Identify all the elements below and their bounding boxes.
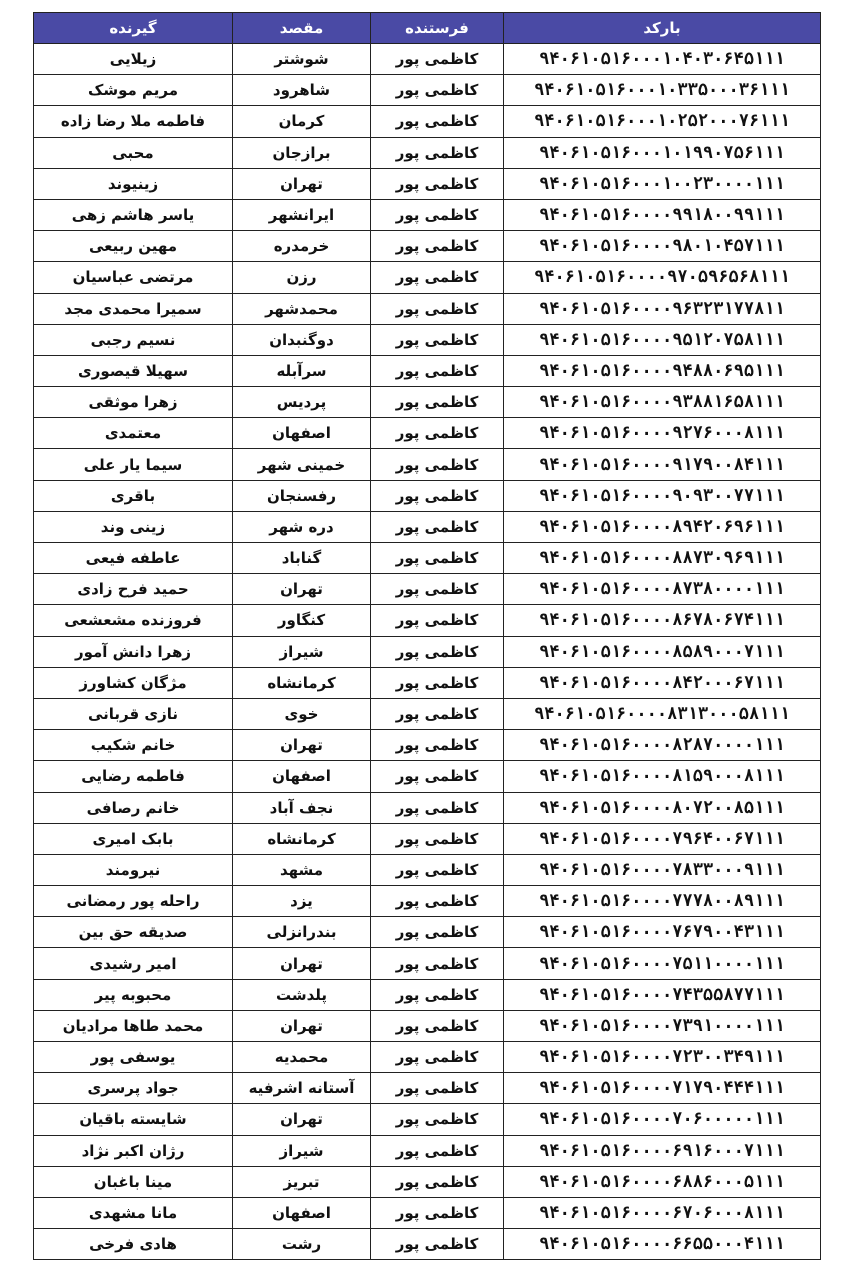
barcode-cell: ۹۴۰۶۱۰۵۱۶۰۰۰۰۸۷۳۸۰۰۰۰۱۱۱ [504, 574, 821, 605]
destination-cell: برازجان [233, 137, 371, 168]
barcode-cell: ۹۴۰۶۱۰۵۱۶۰۰۰۰۷۴۳۵۵۸۷۷۱۱۱ [504, 979, 821, 1010]
destination-cell: شوشتر [233, 44, 371, 75]
sender-cell: کاظمی پور [371, 917, 504, 948]
table-row [34, 355, 821, 386]
table-row [34, 979, 821, 1010]
sender-cell: کاظمی پور [371, 168, 504, 199]
barcode-cell: ۹۴۰۶۱۰۵۱۶۰۰۰۰۷۶۷۹۰۰۴۳۱۱۱ [504, 917, 821, 948]
table-body [34, 44, 821, 1260]
recipient-cell: راحله پور رمضانی [34, 886, 233, 917]
destination-cell: تهران [233, 1010, 371, 1041]
destination-cell: کنگاور [233, 605, 371, 636]
table-row [34, 854, 821, 885]
destination-cell: تهران [233, 730, 371, 761]
recipient-cell: محبوبه پیر [34, 979, 233, 1010]
table-row [34, 1010, 821, 1041]
sender-cell: کاظمی پور [371, 418, 504, 449]
recipient-cell: مرتضی عباسیان [34, 262, 233, 293]
destination-cell: تهران [233, 1104, 371, 1135]
barcode-cell: ۹۴۰۶۱۰۵۱۶۰۰۰۱۰۲۵۲۰۰۰۷۶۱۱۱ [504, 106, 821, 137]
destination-cell: آستانه اشرفیه [233, 1073, 371, 1104]
recipient-cell: رژان اکبر نژاد [34, 1135, 233, 1166]
barcode-cell: ۹۴۰۶۱۰۵۱۶۰۰۰۰۸۱۵۹۰۰۰۸۱۱۱ [504, 761, 821, 792]
destination-cell: شیراز [233, 1135, 371, 1166]
recipient-cell: معتمدی [34, 418, 233, 449]
recipient-cell: یاسر هاشم زهی [34, 199, 233, 230]
sender-cell: کاظمی پور [371, 137, 504, 168]
table-header [34, 13, 821, 44]
recipient-cell: نازی قربانی [34, 698, 233, 729]
recipient-cell: عاطفه فیعی [34, 543, 233, 574]
table-row [34, 168, 821, 199]
destination-cell: خوی [233, 698, 371, 729]
sender-cell: کاظمی پور [371, 761, 504, 792]
table-row [34, 511, 821, 542]
recipient-cell: فاطمه رضایی [34, 761, 233, 792]
destination-cell: نجف آباد [233, 792, 371, 823]
barcode-cell: ۹۴۰۶۱۰۵۱۶۰۰۰۰۹۰۹۳۰۰۷۷۱۱۱ [504, 480, 821, 511]
table-row [34, 324, 821, 355]
table-row [34, 387, 821, 418]
barcode-cell: ۹۴۰۶۱۰۵۱۶۰۰۰۰۷۸۳۳۰۰۰۹۱۱۱ [504, 854, 821, 885]
destination-cell: کرمانشاه [233, 667, 371, 698]
recipient-cell: هادی فرخی [34, 1229, 233, 1260]
table-row [34, 543, 821, 574]
recipient-cell: خانم شکیب [34, 730, 233, 761]
destination-cell: کرمان [233, 106, 371, 137]
recipient-cell: خانم رصافی [34, 792, 233, 823]
barcode-cell: ۹۴۰۶۱۰۵۱۶۰۰۰۰۹۶۳۲۳۱۷۷۸۱۱ [504, 293, 821, 324]
header-recipient: گیرنده [34, 13, 233, 44]
table-row [34, 948, 821, 979]
destination-cell: رفسنجان [233, 480, 371, 511]
barcode-cell: ۹۴۰۶۱۰۵۱۶۰۰۰۰۷۹۶۴۰۰۶۷۱۱۱ [504, 823, 821, 854]
destination-cell: اصفهان [233, 418, 371, 449]
table-row [34, 730, 821, 761]
sender-cell: کاظمی پور [371, 1042, 504, 1073]
barcode-cell: ۹۴۰۶۱۰۵۱۶۰۰۰۰۸۸۷۳۰۹۶۹۱۱۱ [504, 543, 821, 574]
table-row [34, 605, 821, 636]
recipient-cell: باقری [34, 480, 233, 511]
destination-cell: اصفهان [233, 761, 371, 792]
sender-cell: کاظمی پور [371, 324, 504, 355]
sender-cell: کاظمی پور [371, 1073, 504, 1104]
table-row [34, 667, 821, 698]
barcode-cell: ۹۴۰۶۱۰۵۱۶۰۰۰۰۷۲۳۰۰۳۴۹۱۱۱ [504, 1042, 821, 1073]
table-row [34, 698, 821, 729]
barcode-cell: ۹۴۰۶۱۰۵۱۶۰۰۰۱۰۰۲۳۰۰۰۰۱۱۱ [504, 168, 821, 199]
barcode-cell: ۹۴۰۶۱۰۵۱۶۰۰۰۰۶۹۱۶۰۰۰۷۱۱۱ [504, 1135, 821, 1166]
barcode-cell: ۹۴۰۶۱۰۵۱۶۰۰۰۰۸۲۸۷۰۰۰۰۱۱۱ [504, 730, 821, 761]
sender-cell: کاظمی پور [371, 886, 504, 917]
barcode-cell: ۹۴۰۶۱۰۵۱۶۰۰۰۰۷۳۹۱۰۰۰۰۱۱۱ [504, 1010, 821, 1041]
header-destination: مقصد [233, 13, 371, 44]
sender-cell: کاظمی پور [371, 1010, 504, 1041]
recipient-cell: نسیم رجبی [34, 324, 233, 355]
table-row [34, 792, 821, 823]
header-barcode: بارکد [504, 13, 821, 44]
barcode-cell: ۹۴۰۶۱۰۵۱۶۰۰۰۰۸۶۷۸۰۶۷۴۱۱۱ [504, 605, 821, 636]
barcode-cell: ۹۴۰۶۱۰۵۱۶۰۰۰۰۷۰۶۰۰۰۰۰۱۱۱ [504, 1104, 821, 1135]
barcode-cell: ۹۴۰۶۱۰۵۱۶۰۰۰۰۹۹۱۸۰۰۹۹۱۱۱ [504, 199, 821, 230]
destination-cell: سرآبله [233, 355, 371, 386]
table-row [34, 199, 821, 230]
recipient-cell: مریم موشک [34, 75, 233, 106]
destination-cell: مشهد [233, 854, 371, 885]
barcode-cell: ۹۴۰۶۱۰۵۱۶۰۰۰۰۹۱۷۹۰۰۸۴۱۱۱ [504, 449, 821, 480]
recipient-cell: شایسته باقیان [34, 1104, 233, 1135]
sender-cell: کاظمی پور [371, 636, 504, 667]
destination-cell: دره شهر [233, 511, 371, 542]
destination-cell: خمینی شهر [233, 449, 371, 480]
recipient-cell: زهرا موثقی [34, 387, 233, 418]
destination-cell: پردیس [233, 387, 371, 418]
sender-cell: کاظمی پور [371, 979, 504, 1010]
sender-cell: کاظمی پور [371, 231, 504, 262]
recipient-cell: صدیقه حق بین [34, 917, 233, 948]
sender-cell: کاظمی پور [371, 698, 504, 729]
destination-cell: شیراز [233, 636, 371, 667]
sender-cell: کاظمی پور [371, 106, 504, 137]
destination-cell: تهران [233, 574, 371, 605]
sender-cell: کاظمی پور [371, 792, 504, 823]
destination-cell: دوگنبدان [233, 324, 371, 355]
barcode-cell: ۹۴۰۶۱۰۵۱۶۰۰۰۰۸۰۷۲۰۰۸۵۱۱۱ [504, 792, 821, 823]
sender-cell: کاظمی پور [371, 730, 504, 761]
destination-cell: رشت [233, 1229, 371, 1260]
destination-cell: تهران [233, 948, 371, 979]
destination-cell: گناباد [233, 543, 371, 574]
barcode-cell: ۹۴۰۶۱۰۵۱۶۰۰۰۰۸۳۱۳۰۰۰۵۸۱۱۱ [504, 698, 821, 729]
table-row [34, 231, 821, 262]
sender-cell: کاظمی پور [371, 1135, 504, 1166]
destination-cell: یزد [233, 886, 371, 917]
sender-cell: کاظمی پور [371, 823, 504, 854]
recipient-cell: زینیوند [34, 168, 233, 199]
table-row [34, 480, 821, 511]
recipient-cell: زینی وند [34, 511, 233, 542]
barcode-cell: ۹۴۰۶۱۰۵۱۶۰۰۰۰۹۸۰۱۰۴۵۷۱۱۱ [504, 231, 821, 262]
destination-cell: محمدشهر [233, 293, 371, 324]
table-row [34, 137, 821, 168]
sender-cell: کاظمی پور [371, 199, 504, 230]
barcode-cell: ۹۴۰۶۱۰۵۱۶۰۰۰۰۷۵۱۱۰۰۰۰۱۱۱ [504, 948, 821, 979]
barcode-cell: ۹۴۰۶۱۰۵۱۶۰۰۰۰۷۷۷۸۰۰۸۹۱۱۱ [504, 886, 821, 917]
recipient-cell: نیرومند [34, 854, 233, 885]
sender-cell: کاظمی پور [371, 262, 504, 293]
barcode-cell: ۹۴۰۶۱۰۵۱۶۰۰۰۰۹۵۱۲۰۷۵۸۱۱۱ [504, 324, 821, 355]
sender-cell: کاظمی پور [371, 511, 504, 542]
recipient-cell: سهیلا قیصوری [34, 355, 233, 386]
table-row [34, 44, 821, 75]
header-sender: فرستنده [371, 13, 504, 44]
barcode-cell: ۹۴۰۶۱۰۵۱۶۰۰۰۰۹۴۸۸۰۶۹۵۱۱۱ [504, 355, 821, 386]
sender-cell: کاظمی پور [371, 1197, 504, 1228]
table-row [34, 1197, 821, 1228]
table-row [34, 1042, 821, 1073]
barcode-cell: ۹۴۰۶۱۰۵۱۶۰۰۰۰۷۱۷۹۰۴۴۴۱۱۱ [504, 1073, 821, 1104]
destination-cell: ایرانشهر [233, 199, 371, 230]
recipient-cell: بابک امیری [34, 823, 233, 854]
barcode-cell: ۹۴۰۶۱۰۵۱۶۰۰۰۱۰۴۰۳۰۶۴۵۱۱۱ [504, 44, 821, 75]
barcode-cell: ۹۴۰۶۱۰۵۱۶۰۰۰۰۶۷۰۶۰۰۰۸۱۱۱ [504, 1197, 821, 1228]
sender-cell: کاظمی پور [371, 574, 504, 605]
recipient-cell: فروزنده مشعشعی [34, 605, 233, 636]
table-row [34, 823, 821, 854]
barcode-cell: ۹۴۰۶۱۰۵۱۶۰۰۰۰۶۸۸۶۰۰۰۵۱۱۱ [504, 1166, 821, 1197]
table-row [34, 1229, 821, 1260]
table-row [34, 75, 821, 106]
destination-cell: خرمدره [233, 231, 371, 262]
barcode-cell: ۹۴۰۶۱۰۵۱۶۰۰۰۰۸۵۸۹۰۰۰۷۱۱۱ [504, 636, 821, 667]
recipient-cell: سمیرا محمدی مجد [34, 293, 233, 324]
sender-cell: کاظمی پور [371, 1166, 504, 1197]
sender-cell: کاظمی پور [371, 387, 504, 418]
barcode-cell: ۹۴۰۶۱۰۵۱۶۰۰۰۰۹۳۸۸۱۶۵۸۱۱۱ [504, 387, 821, 418]
barcode-cell: ۹۴۰۶۱۰۵۱۶۰۰۰۰۹۲۷۶۰۰۰۸۱۱۱ [504, 418, 821, 449]
recipient-cell: زیلایی [34, 44, 233, 75]
sender-cell: کاظمی پور [371, 543, 504, 574]
table-row [34, 574, 821, 605]
sender-cell: کاظمی پور [371, 667, 504, 698]
header-row [34, 13, 821, 44]
barcode-cell: ۹۴۰۶۱۰۵۱۶۰۰۰۰۶۶۵۵۰۰۰۴۱۱۱ [504, 1229, 821, 1260]
barcode-cell: ۹۴۰۶۱۰۵۱۶۰۰۰۰۹۷۰۵۹۶۵۶۸۱۱۱ [504, 262, 821, 293]
table-row [34, 1073, 821, 1104]
recipient-cell: محبی [34, 137, 233, 168]
table-row [34, 449, 821, 480]
destination-cell: بندرانزلی [233, 917, 371, 948]
barcode-cell: ۹۴۰۶۱۰۵۱۶۰۰۰۰۸۴۲۰۰۰۶۷۱۱۱ [504, 667, 821, 698]
recipient-cell: مینا باغبان [34, 1166, 233, 1197]
table-row [34, 761, 821, 792]
sender-cell: کاظمی پور [371, 75, 504, 106]
table-row [34, 886, 821, 917]
sender-cell: کاظمی پور [371, 355, 504, 386]
table-row [34, 418, 821, 449]
table-row [34, 262, 821, 293]
destination-cell: تبریز [233, 1166, 371, 1197]
shipments-table [33, 12, 821, 1260]
sender-cell: کاظمی پور [371, 449, 504, 480]
table-row [34, 1104, 821, 1135]
destination-cell: رزن [233, 262, 371, 293]
shipment-sheet [33, 12, 820, 1260]
sender-cell: کاظمی پور [371, 1104, 504, 1135]
recipient-cell: زهرا دانش آمور [34, 636, 233, 667]
recipient-cell: یوسفی پور [34, 1042, 233, 1073]
recipient-cell: امیر رشیدی [34, 948, 233, 979]
barcode-cell: ۹۴۰۶۱۰۵۱۶۰۰۰۰۸۹۴۲۰۶۹۶۱۱۱ [504, 511, 821, 542]
table-row [34, 1135, 821, 1166]
barcode-cell: ۹۴۰۶۱۰۵۱۶۰۰۰۱۰۳۳۵۰۰۰۳۶۱۱۱ [504, 75, 821, 106]
recipient-cell: سیما یار علی [34, 449, 233, 480]
recipient-cell: حمید فرح زادی [34, 574, 233, 605]
recipient-cell: جواد پرسری [34, 1073, 233, 1104]
barcode-cell: ۹۴۰۶۱۰۵۱۶۰۰۰۱۰۱۹۹۰۷۵۶۱۱۱ [504, 137, 821, 168]
destination-cell: شاهرود [233, 75, 371, 106]
table-row [34, 1166, 821, 1197]
recipient-cell: محمد طاها مرادیان [34, 1010, 233, 1041]
sender-cell: کاظمی پور [371, 605, 504, 636]
table-row [34, 106, 821, 137]
destination-cell: تهران [233, 168, 371, 199]
destination-cell: کرمانشاه [233, 823, 371, 854]
sender-cell: کاظمی پور [371, 854, 504, 885]
recipient-cell: فاطمه ملا رضا زاده [34, 106, 233, 137]
sender-cell: کاظمی پور [371, 480, 504, 511]
destination-cell: اصفهان [233, 1197, 371, 1228]
table-row [34, 917, 821, 948]
table-row [34, 293, 821, 324]
destination-cell: پلدشت [233, 979, 371, 1010]
sender-cell: کاظمی پور [371, 1229, 504, 1260]
recipient-cell: مهین ربیعی [34, 231, 233, 262]
sender-cell: کاظمی پور [371, 293, 504, 324]
table-row [34, 636, 821, 667]
destination-cell: محمدیه [233, 1042, 371, 1073]
recipient-cell: مانا مشهدی [34, 1197, 233, 1228]
sender-cell: کاظمی پور [371, 948, 504, 979]
sender-cell: کاظمی پور [371, 44, 504, 75]
recipient-cell: مژگان کشاورز [34, 667, 233, 698]
